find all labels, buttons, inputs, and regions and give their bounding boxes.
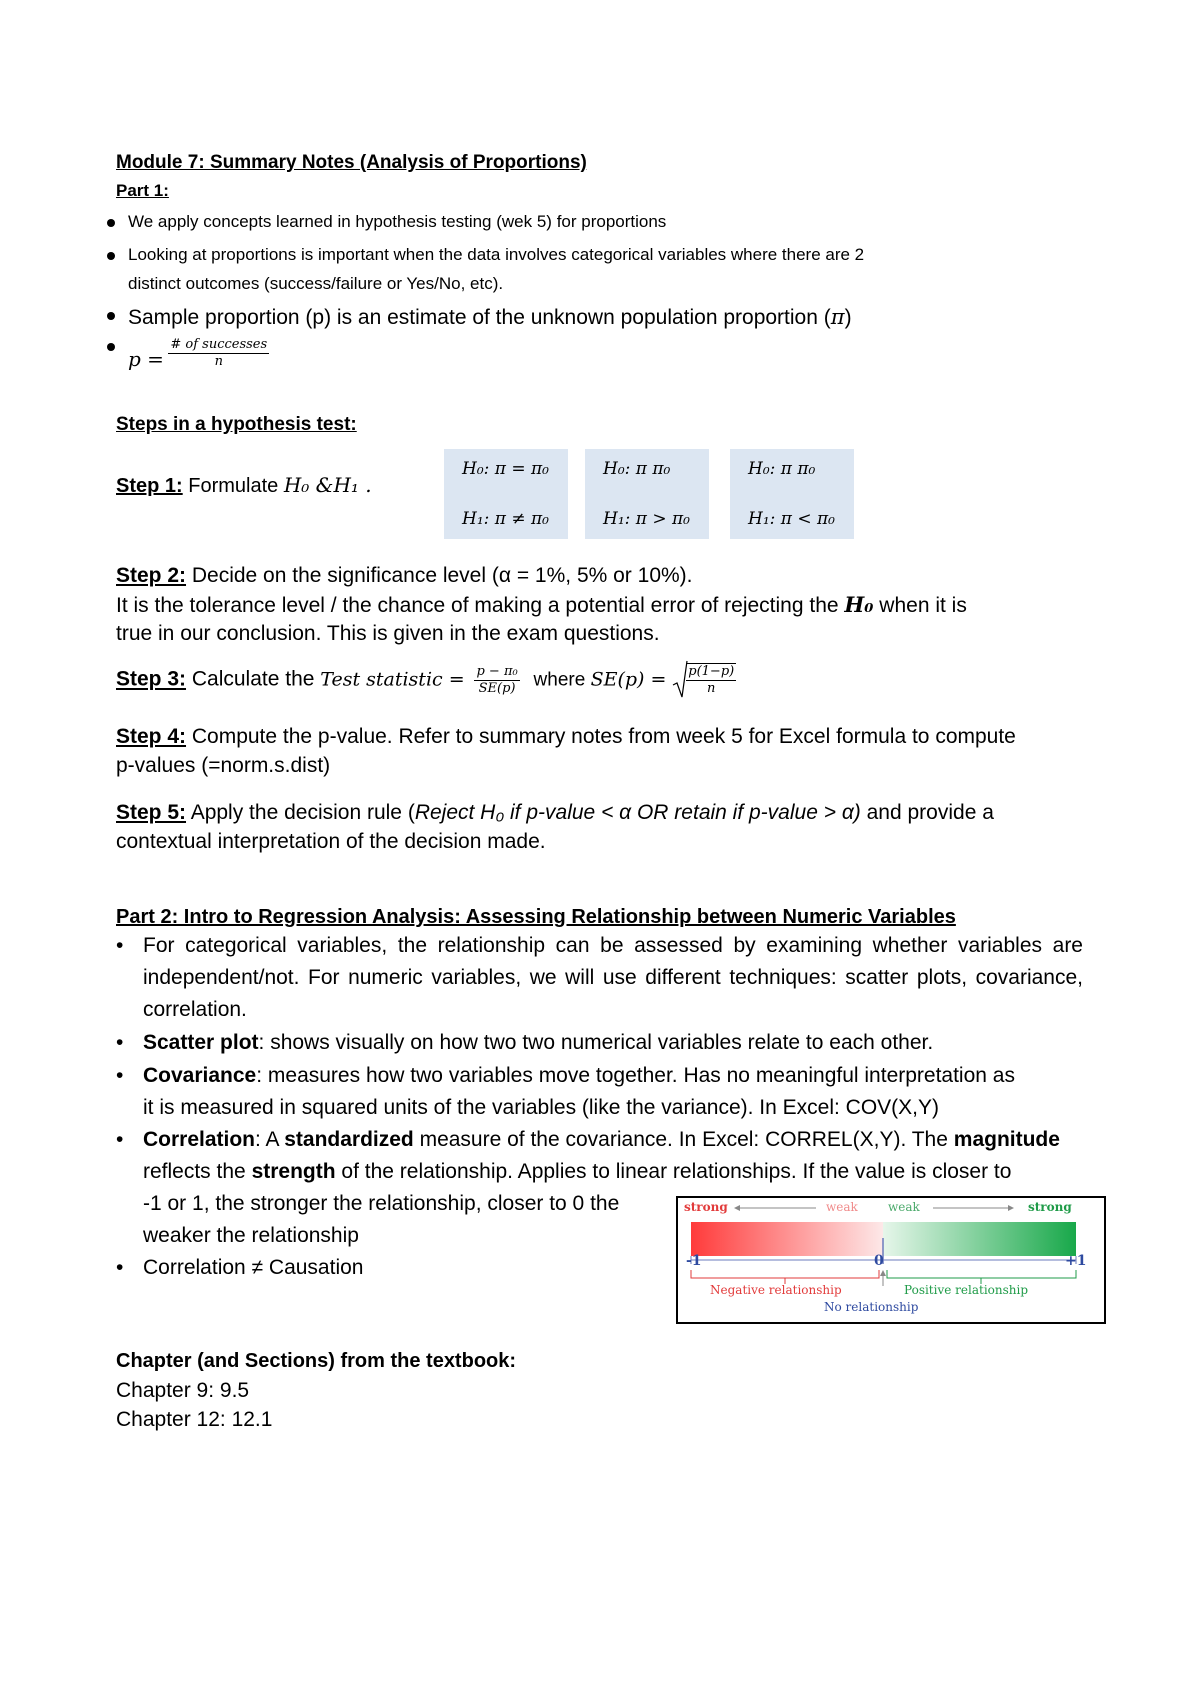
positive-gradient-bar <box>883 1222 1076 1256</box>
step5-decision-rule: Reject H₀ if p-value < α OR retain if p-value > α) <box>414 801 861 824</box>
part1-bullet-3 <box>128 304 852 331</box>
formula-numerator: # of successes <box>170 337 268 352</box>
box1-h0: H₀: π = π₀ <box>462 459 549 479</box>
step5 <box>116 798 994 827</box>
bullet3-end: ) <box>844 306 852 329</box>
part2-heading: Part 2: Intro to Regression Analysis: Assessing Relationship between Numeric Variables <box>116 906 956 928</box>
label-strong-right: strong <box>1028 1200 1072 1214</box>
formula-denominator: n <box>214 354 223 369</box>
covariance-term: Covariance <box>143 1064 257 1087</box>
step4-line2: p-values (=norm.s.dist) <box>116 754 331 777</box>
step2-line2 <box>116 590 967 620</box>
step5-end: and provide a <box>860 801 994 824</box>
part1-bullet-2-line1: Looking at proportions is important when the data involves categorical variables where there are 2 <box>128 245 865 264</box>
part2-bullet-2 <box>143 1027 1083 1059</box>
step3-where: where <box>533 669 591 691</box>
hypothesis-box-lower-tailed <box>730 449 854 539</box>
box3-h1: H₁: π < π₀ <box>748 509 835 529</box>
label-max: +1 <box>1065 1253 1087 1269</box>
standardized-term: standardized <box>284 1128 414 1151</box>
correlation-b: measure of the covariance. In Excel: CORREL(X,Y). The <box>413 1128 954 1151</box>
part2-bullet-glyph-4: • <box>116 1128 124 1151</box>
part2-bullet-5: Correlation ≠ Causation <box>143 1256 364 1279</box>
box2-h1: H₁: π > π₀ <box>603 509 690 529</box>
step2-text: Decide on the significance level (α = 1%, 5% or 10%). <box>186 564 693 587</box>
step2-label: Step 2: <box>116 564 187 587</box>
strength-arrows <box>734 1205 1014 1211</box>
formula-fraction <box>168 337 269 370</box>
reference-chapter-9: Chapter 9: 9.5 <box>116 1379 250 1402</box>
step2-line3: true in our conclusion. This is given in the exam questions. <box>116 622 660 645</box>
sqrt-numerator: p(1−p) <box>688 664 735 679</box>
sqrt-fraction <box>686 663 736 697</box>
negative-gradient-bar <box>691 1222 883 1256</box>
part1-heading: Part 1: <box>116 181 169 200</box>
step1-label: Step 1: <box>116 475 183 497</box>
part2-bullet-glyph-2: • <box>116 1031 124 1054</box>
covariance-line1: : measures how two variables move together. Has no meaningful interpretation as <box>256 1064 1015 1087</box>
ts-numerator: p − π₀ <box>476 663 518 679</box>
box3-h0: H₀: π π₀ <box>748 459 816 479</box>
magnitude-term: magnitude <box>953 1128 1060 1151</box>
step4-line1: Compute the p-value. Refer to summary notes from week 5 for Excel formula to compute <box>186 725 1016 748</box>
step2-line2b: when it is <box>873 594 967 617</box>
ts-denominator: SE(p) <box>478 680 516 696</box>
label-negative-relationship: Negative relationship <box>710 1283 842 1297</box>
part2-bullet-1: For categorical variables, the relationship can be assessed by examining whether variables are independent/not. For numeric variables, we will use different techniques: scatter plots, covariance, correlation. <box>143 934 1083 1021</box>
pi-symbol: π <box>830 305 845 329</box>
se-label: SE(p) = <box>590 668 667 691</box>
step2 <box>116 561 693 590</box>
step3 <box>116 663 736 697</box>
steps-heading: Steps in a hypothesis test: <box>116 414 357 435</box>
box1-h1: H₁: π ≠ π₀ <box>462 509 549 529</box>
label-strong-left: strong <box>684 1200 728 1214</box>
label-no-relationship: No relationship <box>824 1300 919 1314</box>
label-weak-left: weak <box>826 1200 858 1214</box>
reference-chapter-12: Chapter 12: 12.1 <box>116 1408 273 1431</box>
step5-text: Apply the decision rule ( <box>186 801 415 824</box>
hypothesis-box-two-tailed <box>444 449 568 539</box>
label-weak-right: weak <box>888 1200 920 1214</box>
correlation-line2a: reflects the <box>143 1160 252 1183</box>
step2-line2a: It is the tolerance level / the chance of making a potential error of rejecting the <box>116 594 845 617</box>
correlation-scale-figure <box>676 1196 1106 1324</box>
step5-line2: contextual interpretation of the decision made. <box>116 830 546 853</box>
part2-bullet-3 <box>143 1060 1083 1124</box>
scatter-plot-term: Scatter plot <box>143 1031 259 1054</box>
sqrt-denominator: n <box>707 681 716 696</box>
strength-term: strength <box>251 1160 336 1183</box>
formula-lhs: p = <box>128 346 164 371</box>
part2-bullet-glyph-1: • <box>116 934 124 957</box>
hypothesis-box-upper-tailed <box>585 449 709 539</box>
part1-bullet-2-line2: distinct outcomes (success/failure or Yes/No, etc). <box>128 274 504 293</box>
sqrt-sign-icon <box>672 659 688 699</box>
negative-bracket <box>691 1270 879 1278</box>
part1-bullet-4-formula <box>128 335 269 371</box>
test-statistic-fraction <box>474 664 519 697</box>
test-statistic-label: Test statistic = <box>320 668 465 691</box>
correlation-term: Correlation <box>143 1128 256 1151</box>
part2-bullet-glyph-5: • <box>116 1256 124 1279</box>
step4-label: Step 4: <box>116 725 187 748</box>
references-heading: Chapter (and Sections) from the textbook: <box>116 1350 517 1372</box>
correlation-line2b: of the relationship. Applies to linear relationships. If the value is closer to <box>335 1160 1012 1183</box>
step3-text: Calculate the <box>186 667 321 691</box>
box2-h0: H₀: π π₀ <box>603 459 671 479</box>
step5-label: Step 5: <box>116 801 187 824</box>
step1-text: Formulate <box>182 475 284 497</box>
label-zero: 0 <box>874 1253 884 1269</box>
covariance-line2: it is measured in squared units of the variables (like the variance). In Excel: COV(X,Y) <box>143 1096 940 1119</box>
correlation-line3: -1 or 1, the stronger the relationship, closer to 0 the <box>143 1192 620 1215</box>
step1-math: H₀ &H₁ . <box>283 473 372 497</box>
label-positive-relationship: Positive relationship <box>904 1283 1029 1297</box>
part1-bullet-1: We apply concepts learned in hypothesis testing (wek 5) for proportions <box>128 212 667 231</box>
step4 <box>116 722 1016 751</box>
step3-label: Step 3: <box>116 667 187 691</box>
step2-h0: H₀ <box>844 592 874 617</box>
sqrt-expression <box>672 663 736 697</box>
part2-bullet-glyph-3: • <box>116 1064 124 1087</box>
step1 <box>116 472 372 499</box>
page-title: Module 7: Summary Notes (Analysis of Proportions) <box>116 152 587 173</box>
correlation-a: : A <box>255 1128 285 1151</box>
bullet3-text: Sample proportion (p) is an estimate of the unknown population proportion ( <box>128 306 831 329</box>
scatter-plot-text: : shows visually on how two two numerical variables relate to each other. <box>258 1031 934 1054</box>
correlation-line4: weaker the relationship <box>143 1224 359 1247</box>
label-min: -1 <box>686 1253 702 1269</box>
positive-bracket <box>887 1270 1076 1278</box>
